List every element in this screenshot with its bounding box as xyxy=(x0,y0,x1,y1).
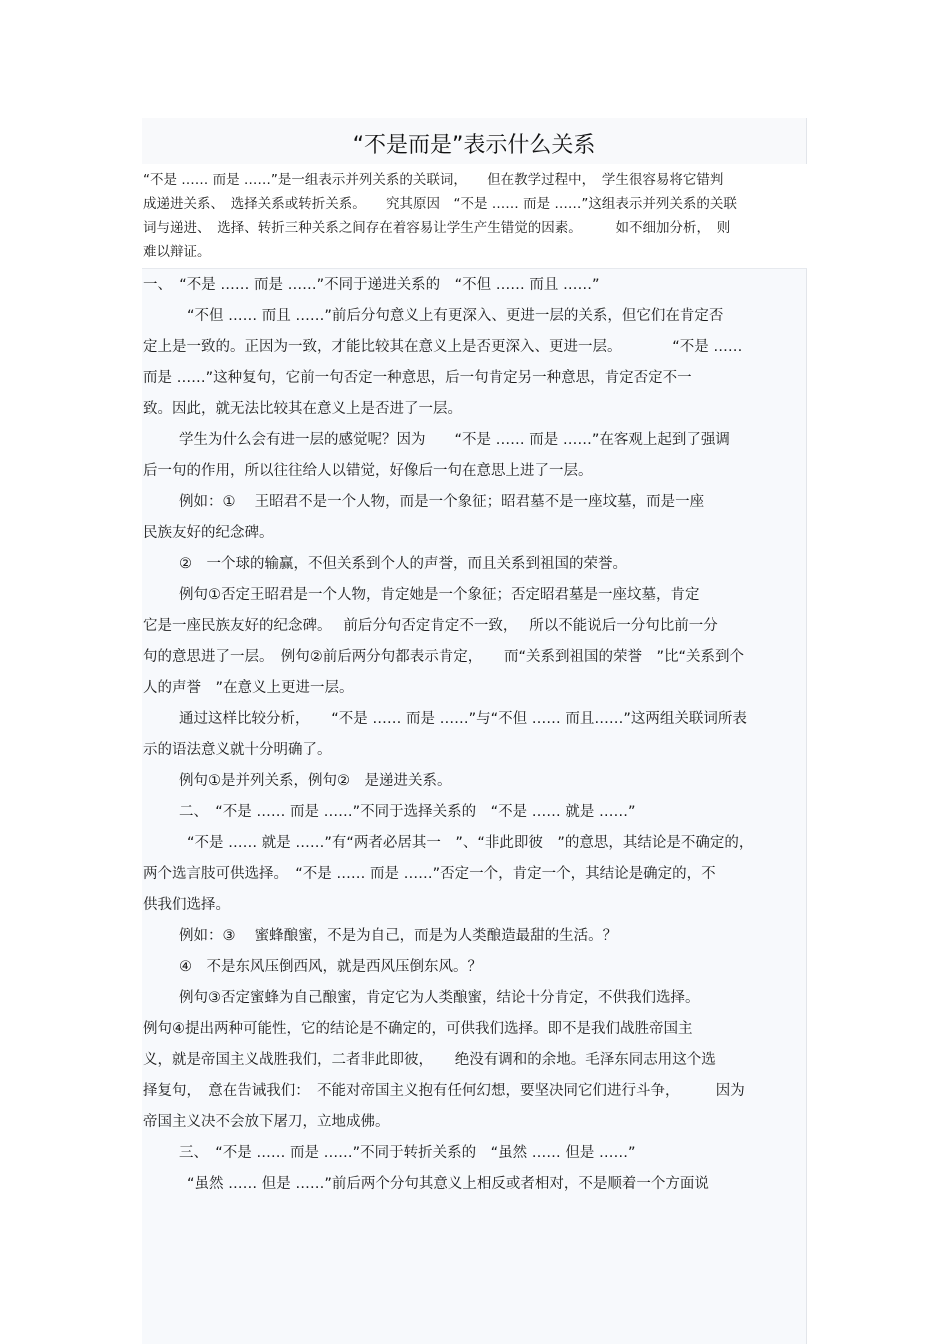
body-line: 供我们选择。 xyxy=(143,897,230,913)
body-line: “不是 …… 就是 ……”有“两者必居其一 ”、“非此即彼 ”的意思，其结论是不确定的， xyxy=(187,835,754,851)
body-line: 示的语法意义就十分明确了。 xyxy=(143,742,332,758)
body-line: ④ 不是东风压倒西风，就是西风压倒东风。？ xyxy=(179,959,482,975)
body-line: 致。因此，就无法比较其在意义上是否进了一层。 xyxy=(143,401,462,417)
body-line: 人的声誉 ”在意义上更进一层。 xyxy=(143,680,354,696)
body-line: 例句③否定蜜蜂为自己酿蜜，肯定它为人类酿蜜，结论十分肯定，不供我们选择。 xyxy=(179,990,700,1006)
body-line: 二、 “不是 …… 而是 ……”不同于选择关系的 “不是 …… 就是 ……” xyxy=(179,804,636,820)
body-line: 而是 ……”这种复句，它前一句否定一种意思，后一句肯定另一种意思，肯定否定不一 xyxy=(143,370,692,386)
body-line: 学生为什么会有进一层的感觉呢？因为 “不是 …… 而是 ……”在客观上起到了强调 xyxy=(179,432,730,448)
body-line: 它是一座民族友好的纪念碑。 前后分句否定肯定不一致， 所以不能说后一分句比前一分 xyxy=(143,618,718,634)
body-line: 三、 “不是 …… 而是 ……”不同于转折关系的 “虽然 …… 但是 ……” xyxy=(179,1145,636,1161)
intro-line: 难以辩证。 xyxy=(143,244,211,260)
body-line: “不但 …… 而且 ……”前后分句意义上有更深入、更进一层的关系，但它们在肯定否 xyxy=(187,308,724,324)
body-line: 帝国主义决不会放下屠刀，立地成佛。 xyxy=(143,1114,390,1130)
intro-line: 词与递进、 选择、转折三种关系之间存在着容易让学生产生错觉的因素。 如不细加分析， 则 xyxy=(143,220,731,236)
body-line: 义，就是帝国主义战胜我们，二者非此即彼， 绝没有调和的余地。毛泽东同志用这个选 xyxy=(143,1052,716,1068)
body-line: 两个选言肢可供选择。 “不是 …… 而是 ……”否定一个，肯定一个，其结论是确定的，不 xyxy=(143,866,716,882)
body-line: 例句①否定王昭君是一个人物，肯定她是一个象征；否定昭君墓是一座坟墓，肯定 xyxy=(179,587,700,603)
body-line: 例句④提出两种可能性，它的结论是不确定的，可供我们选择。即不是我们战胜帝国主 xyxy=(143,1021,693,1037)
body-line: 例如：③ 蜜蜂酿蜜，不是为自己，而是为人类酿造最甜的生活。？ xyxy=(179,928,618,944)
page-title: “不是而是”表示什么关系 xyxy=(352,133,596,158)
body-line: ② 一个球的输赢，不但关系到个人的声誉，而且关系到祖国的荣誉。 xyxy=(179,556,627,572)
intro-line: 成递进关系、 选择关系或转折关系。 究其原因 “不是 …… 而是 ……”这组表示并列关系的关联 xyxy=(143,196,737,212)
body-line: 择复句， 意在告诫我们： 不能对帝国主义抱有任何幻想，要坚决同它们进行斗争， 因为 xyxy=(143,1083,745,1099)
body-line: 例如：① 王昭君不是一个人物，而是一个象征；昭君墓不是一座坟墓，而是一座 xyxy=(179,494,705,510)
body-line: 民族友好的纪念碑。 xyxy=(143,525,274,541)
body-line: 后一句的作用，所以往往给人以错觉，好像后一句在意思上进了一层。 xyxy=(143,463,593,479)
title-box xyxy=(142,118,807,164)
body-line: 例句①是并列关系，例句② 是递进关系。 xyxy=(179,773,452,789)
body-line: 一、 “不是 …… 而是 ……”不同于递进关系的 “不但 …… 而且 ……” xyxy=(143,277,600,293)
body-text xyxy=(143,270,807,1200)
body-line: “虽然 …… 但是 ……”前后两个分句其意义上相反或者相对，不是顺着一个方面说 xyxy=(187,1176,709,1192)
intro-paragraph xyxy=(143,168,807,264)
body-line: 通过这样比较分析， “不是 …… 而是 ……”与“不但 …… 而且……”这两组关联词所表 xyxy=(179,711,747,727)
intro-line: “不是 …… 而是 ……”是一组表示并列关系的关联词， 但在教学过程中， 学生很容易将它错判 xyxy=(143,172,724,188)
body-line: 句的意思进了一层。 例句②前后两分句都表示肯定， 而“关系到祖国的荣誉 ”比“关系到个 xyxy=(143,649,745,665)
body-line: 定上是一致的。正因为一致，才能比较其在意义上是否更深入、更进一层。 “不是 …… xyxy=(143,339,743,355)
